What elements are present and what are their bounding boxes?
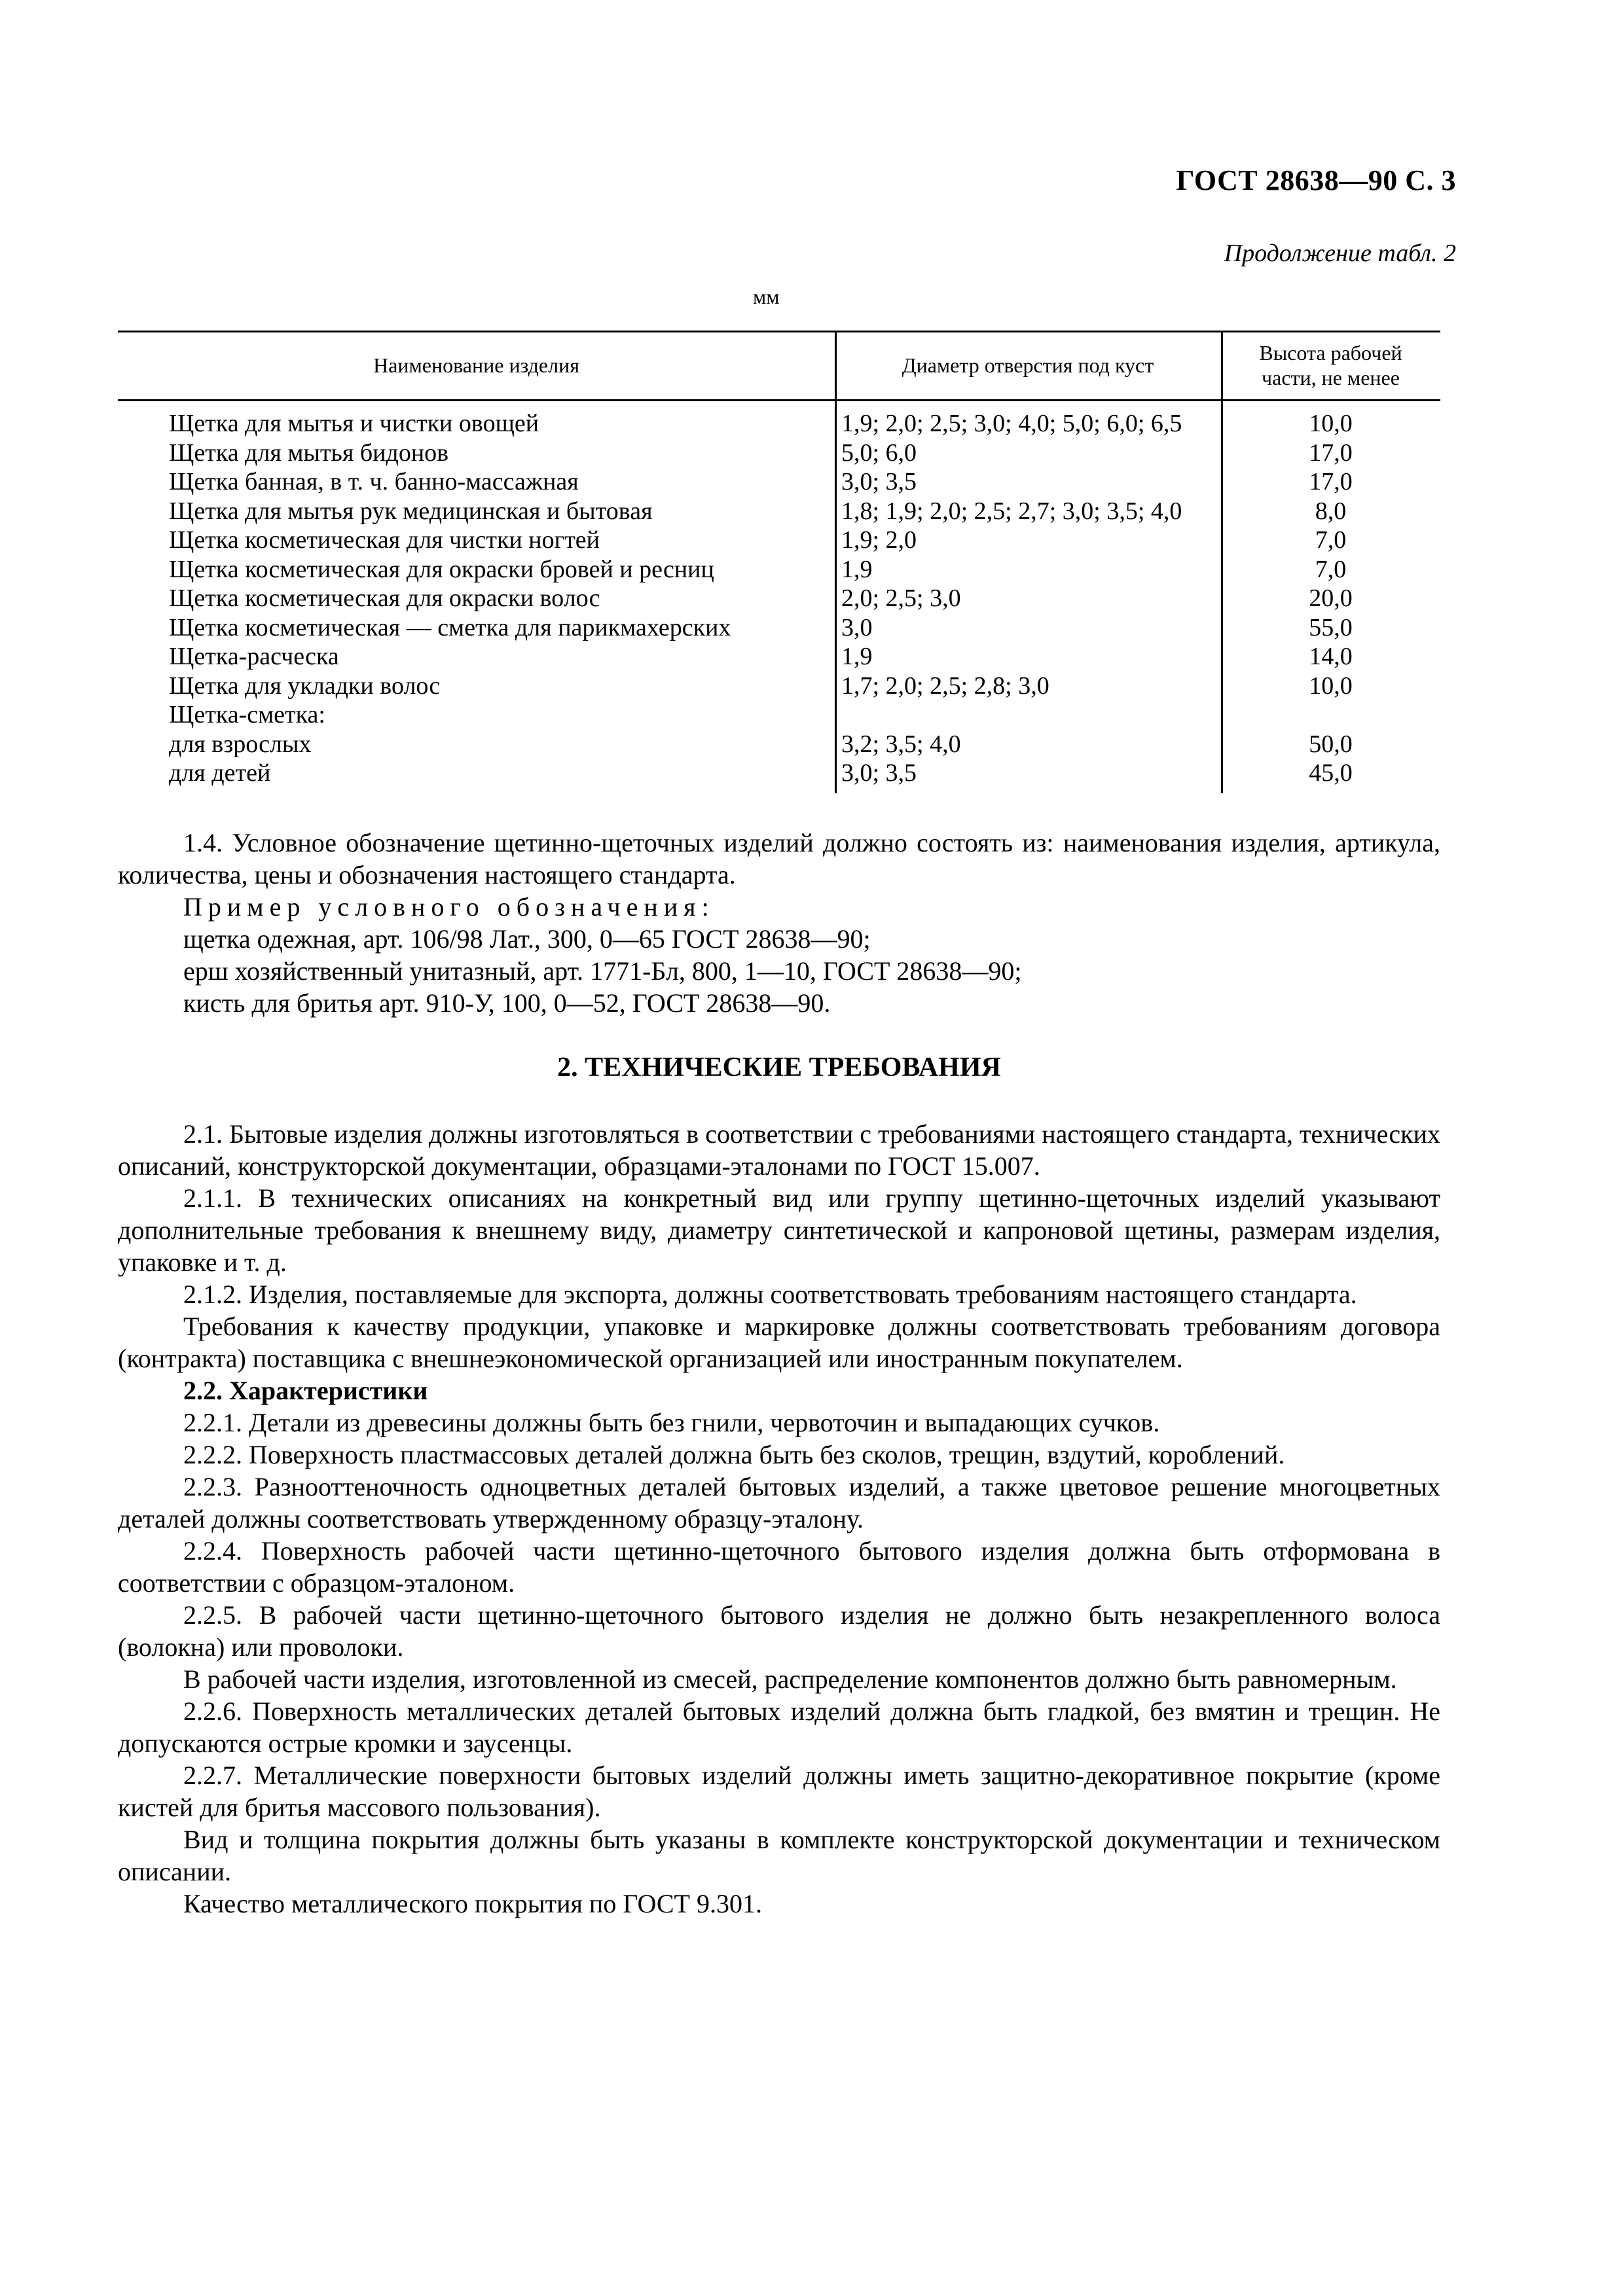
cell-diameter: 2,0; 2,5; 3,0 <box>841 584 961 612</box>
cell-name: Щетка косметическая — сметка для парикмахерских <box>169 613 731 641</box>
cell-diameter: 3,0; 3,5 <box>841 468 917 495</box>
table-units: мм <box>753 285 780 308</box>
cell-diameter: 5,0; 6,0 <box>841 439 917 467</box>
cell-diameter: 3,0 <box>841 613 873 641</box>
cell-diameter: 1,9 <box>841 555 873 583</box>
paragraph-2-2-7: 2.2.7. Металлические поверхности бытовых изделий должны иметь защитно-декоративное покрытие (кроме кистей для бритья массового пользования). <box>118 1761 1440 1822</box>
cell-height: 10,0 <box>1309 410 1353 437</box>
table-row <box>118 584 1440 613</box>
cell-height: 14,0 <box>1309 643 1353 670</box>
table-body <box>118 409 1440 788</box>
table-row <box>118 700 1440 730</box>
table-row <box>118 642 1440 672</box>
table-row <box>118 672 1440 701</box>
table-continuation-label: Продолжение табл. 2 <box>1224 240 1456 267</box>
column-header-diameter: Диаметр отверстия под куст <box>902 353 1154 377</box>
cell-diameter: 1,9; 2,0; 2,5; 3,0; 4,0; 5,0; 6,0; 6,5 <box>841 410 1182 437</box>
example-line: щетка одежная, арт. 106/98 Лат., 300, 0—65 ГОСТ 28638—90; <box>183 924 871 954</box>
paragraph-2-1: 2.1. Бытовые изделия должны изготовляться в соответствии с требованиями настоящего стандарта, технических описаний, конструкторской документации, образцами-эталонами по ГОСТ 15.007. <box>118 1119 1440 1181</box>
cell-name: Щетка косметическая для окраски волос <box>169 584 600 612</box>
paragraph-2-2-5: 2.2.5. В рабочей части щетинно-щеточного бытового изделия не должно быть незакрепленного волоса (волокна) или проволоки. <box>118 1600 1440 1662</box>
cell-name: Щетка банная, в т. ч. банно-массажная <box>169 468 579 495</box>
cell-height: 50,0 <box>1309 730 1353 758</box>
example-line: кисть для бритья арт. 910-У, 100, 0—52, ГОСТ 28638—90. <box>183 988 831 1018</box>
cell-diameter: 1,9; 2,0 <box>841 526 917 554</box>
table-row <box>118 613 1440 643</box>
table-row <box>118 467 1440 497</box>
dimensions-table <box>118 331 1440 793</box>
column-header-name: Наименование изделия <box>373 353 579 377</box>
cell-height: 17,0 <box>1309 439 1353 467</box>
cell-name: для детей <box>169 759 271 787</box>
paragraph-2-1-2: 2.1.2. Изделия, поставляемые для экспорта, должны соответствовать требованиям настоящего стандарта. <box>183 1280 1357 1309</box>
designation-section <box>118 827 1440 1920</box>
paragraph-2-2-6: 2.2.6. Поверхность металлических деталей бытовых изделий должна быть гладкой, без вмятин и трещин. Не допускаются острые кромки и заусенцы. <box>118 1696 1440 1758</box>
paragraph-2-1-1: 2.1.1. В технических описаниях на конкретный вид или группу щетинно-щеточных изделий указывают дополнительные требования к внешнему виду, диаметру синтетической и капроновой щетины, размерам изделия, упаковке и т. д. <box>118 1183 1440 1277</box>
column-header-height <box>1221 331 1440 399</box>
paragraph-2-2-7-coating: Качество металлического покрытия по ГОСТ 9.301. <box>183 1889 762 1918</box>
cell-name: Щетка для мытья бидонов <box>169 439 449 467</box>
paragraph-2-2-5-continued: В рабочей части изделия, изготовленной из смесей, распределение компонентов должно быть равномерным. <box>183 1664 1397 1694</box>
table-row <box>118 409 1440 439</box>
cell-diameter: 1,8; 1,9; 2,0; 2,5; 2,7; 3,0; 3,5; 4,0 <box>841 497 1182 525</box>
cell-name: для взрослых <box>169 730 312 758</box>
cell-height: 17,0 <box>1309 468 1353 495</box>
cell-name: Щетка косметическая для окраски бровей и ресниц <box>169 555 714 583</box>
cell-height: 7,0 <box>1315 555 1347 583</box>
cell-height: 45,0 <box>1309 759 1353 787</box>
cell-diameter: 1,9 <box>841 643 873 670</box>
column-header-height-line: части, не менее <box>1262 365 1400 389</box>
paragraph-2-2-1: 2.2.1. Детали из древесины должны быть без гнили, червоточин и выпадающих сучков. <box>183 1408 1160 1437</box>
paragraph-2-2-7-continued: Вид и толщина покрытия должны быть указаны в комплекте конструкторской документации и техническом описании. <box>118 1825 1440 1886</box>
table-row <box>118 759 1440 788</box>
table-row <box>118 555 1440 584</box>
paragraph-2-2-4: 2.2.4. Поверхность рабочей части щетинно-щеточного бытового изделия должна быть отформована в соответствии с образцом-эталоном. <box>118 1536 1440 1598</box>
example-heading: Пример условного обозначения: <box>183 892 715 922</box>
table-row <box>118 439 1440 468</box>
page-header: ГОСТ 28638—90 С. 3 <box>1176 164 1456 196</box>
example-line: ерш хозяйственный унитазный, арт. 1771-Бл, 800, 1—10, ГОСТ 28638—90; <box>183 956 1022 986</box>
cell-height: 10,0 <box>1309 672 1353 700</box>
paragraph-2-2-2: 2.2.2. Поверхность пластмассовых деталей должна быть без сколов, трещин, вздутий, короблений. <box>183 1440 1285 1469</box>
cell-height: 7,0 <box>1315 526 1347 554</box>
cell-name: Щетка для мытья рук медицинская и бытовая <box>169 497 653 525</box>
column-header-height-line: Высота рабочей <box>1259 340 1402 365</box>
cell-height: 8,0 <box>1315 497 1347 525</box>
paragraph-2-2-3: 2.2.3. Разнооттеночность одноцветных деталей бытовых изделий, а также цветовое решение многоцветных деталей должны соответствовать утвержденному образцу-эталону. <box>118 1472 1440 1534</box>
cell-name: Щетка-расческа <box>169 643 339 670</box>
paragraph-2-1-2-continued: Требования к качеству продукции, упаковке и маркировке должны соответствовать требованиям договора (контракта) поставщика с внешнеэкономической организацией или иностранным покупателем. <box>118 1312 1440 1373</box>
table-row <box>118 526 1440 555</box>
table-row <box>118 730 1440 759</box>
cell-diameter: 3,2; 3,5; 4,0 <box>841 730 961 758</box>
cell-diameter: 1,7; 2,0; 2,5; 2,8; 3,0 <box>841 672 1049 700</box>
cell-name: Щетка-сметка: <box>169 701 325 728</box>
section-title: 2. ТЕХНИЧЕСКИЕ ТРЕБОВАНИЯ <box>557 1052 1001 1083</box>
cell-height: 55,0 <box>1309 613 1353 641</box>
cell-name: Щетка для укладки волос <box>169 672 441 700</box>
table-row <box>118 497 1440 526</box>
paragraph-1-4: 1.4. Условное обозначение щетинно-щеточных изделий должно состоять из: наименования изделия, артикула, количества, цены и обозначения настоящего стандарта. <box>118 828 1440 889</box>
cell-name: Щетка для мытья и чистки овощей <box>169 410 539 437</box>
subsection-heading: 2.2. Характеристики <box>183 1376 428 1405</box>
cell-height: 20,0 <box>1309 584 1353 612</box>
cell-diameter: 3,0; 3,5 <box>841 759 917 787</box>
table-header-rule <box>118 399 1440 401</box>
cell-name: Щетка косметическая для чистки ногтей <box>169 526 600 554</box>
